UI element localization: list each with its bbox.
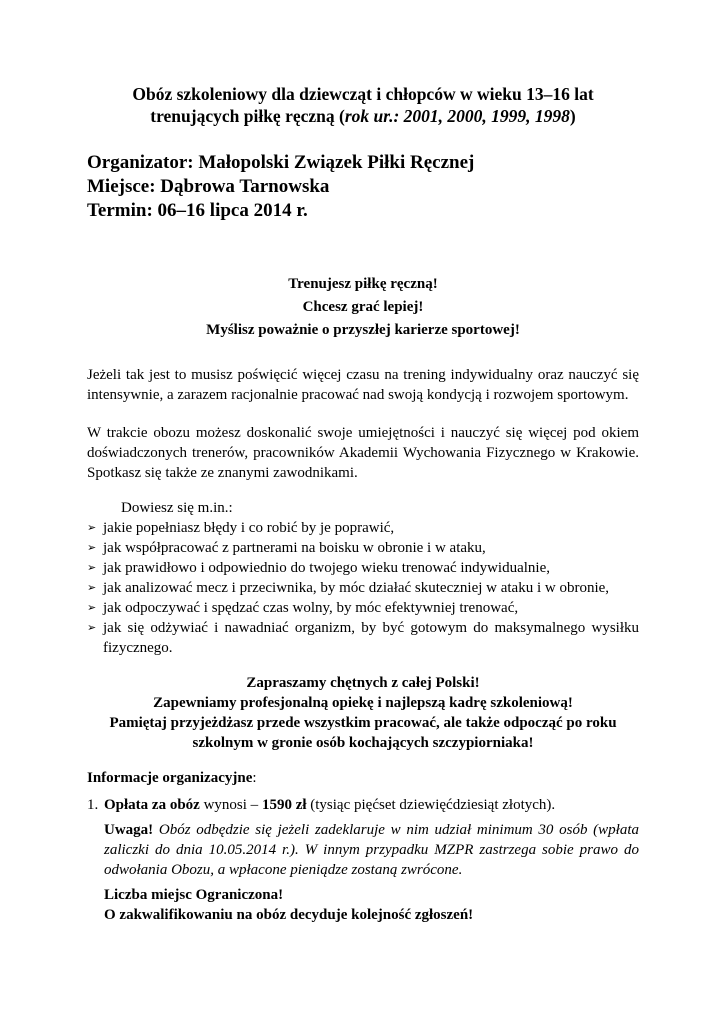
list-item (87, 558, 639, 578)
slogans (87, 273, 639, 342)
info-heading-text: Informacje organizacyjne (87, 770, 253, 786)
arrowhead-bullet-icon: ➢ (87, 521, 97, 534)
organizer: Organizator: Małopolski Związek Piłki Ręcznej (87, 152, 475, 173)
fee-label: Opłata za obóz (104, 797, 200, 813)
list-item-text: jak odpoczywać i spędzać czas wolny, by móc efektywniej trenować, (103, 600, 519, 616)
invite-line-2: Zapewniamy profesjonalną opiekę i najlepszą kadrę szkoleniową! (153, 695, 573, 711)
learn-list (87, 518, 639, 658)
info-heading-colon: : (252, 770, 257, 786)
paragraph-intro: Jeżeli tak jest to musisz poświęcić więcej czasu na trening indywidualny oraz nauczyć się intensywnie, a zarazem racjonalnie pracować nad swoją kondycją i rozwojem sportowym. (87, 367, 639, 403)
arrowhead-bullet-icon: ➢ (87, 581, 97, 594)
list-item-text: jak analizować mecz i przeciwnika, by móc działać skuteczniej w ataku i w obronie, (103, 580, 610, 596)
invite-line-4: szkolnym w gronie osób kochających szczypiorniaka! (192, 735, 534, 751)
list-item (87, 598, 639, 618)
list-item-text: jak prawidłowo i odpowiednio do twojego wieku trenować indywidualnie, (103, 560, 550, 576)
note-text: Obóz odbędzie się jeżeli zadeklaruje w nim udział minimum 30 osób (wpłata zaliczki do dnia 10.05.2014 r.). W innym przypadku MZPR zastrzega sobie prawo do odwołania Obozu, a wpłacone pieniądze zostaną zwrócone. (104, 822, 639, 878)
fee-mid: wynosi – (199, 797, 262, 813)
fee-text (104, 795, 555, 815)
title-line-1: Obóz szkoleniowy dla dziewcząt i chłopców w wieku 13–16 lat (132, 84, 594, 104)
list-item-text: jakie popełniasz błędy i co robić by je poprawić, (103, 520, 395, 536)
limit-line-2: O zakwalifikowaniu na obóz decyduje kolejność zgłoszeń! (104, 907, 474, 923)
title-line-2-end: ) (569, 106, 576, 126)
limits (104, 885, 473, 925)
slogan-1: Trenujesz piłkę ręczną! (288, 276, 438, 292)
title-line-2-start: trenujących piłkę ręczną ( (150, 106, 345, 126)
limit-line-1: Liczba miejsc Ograniczona! (104, 887, 284, 903)
invite-line-1: Zapraszamy chętnych z całej Polski! (246, 675, 480, 691)
list-item-text: jak się odżywiać i nawadniać organizm, by być gotowym do maksymalnego wysiłku fizycznego. (103, 620, 639, 656)
list-item (87, 518, 639, 538)
arrowhead-bullet-icon: ➢ (87, 561, 97, 574)
learn-intro: Dowiesz się m.in.: (121, 500, 233, 516)
birth-years: rok ur.: 2001, 2000, 1999, 1998 (344, 106, 570, 126)
note-label: Uwaga! (104, 822, 154, 838)
item-number: 1. (87, 797, 99, 813)
invitation (87, 673, 639, 753)
invite-line-3: Pamiętaj przyjeżdżasz przede wszystkim pracować, ale także odpocząć po roku (109, 715, 617, 731)
paragraph-camp: W trakcie obozu możesz doskonalić swoje umiejętności i nauczyć się więcej pod okiem doświadczonych trenerów, pracowników Akademii Wychowania Fizycznego w Krakowie. Spotkasz się także ze znanymi zawodnikami. (87, 425, 639, 481)
list-item (87, 578, 639, 598)
date: Termin: 06–16 lipca 2014 r. (87, 200, 308, 221)
list-item (87, 618, 639, 658)
event-details (87, 151, 474, 223)
arrowhead-bullet-icon: ➢ (87, 601, 97, 614)
list-item-text: jak współpracować z partnerami na boisku w obronie i w ataku, (103, 540, 486, 556)
arrowhead-bullet-icon: ➢ (87, 621, 97, 634)
arrowhead-bullet-icon: ➢ (87, 541, 97, 554)
document-title (87, 83, 639, 127)
slogan-2: Chcesz grać lepiej! (302, 299, 424, 315)
fee-amount: 1590 zł (261, 797, 307, 813)
list-item (87, 538, 639, 558)
title-line-2 (87, 105, 639, 127)
warning-note (104, 820, 639, 880)
info-heading (87, 768, 257, 788)
fee-rest: (tysiąc pięćset dziewięćdziesiąt złotych). (306, 797, 556, 813)
slogan-3: Myślisz poważnie o przyszłej karierze sportowej! (206, 322, 520, 338)
place: Miejsce: Dąbrowa Tarnowska (87, 176, 330, 197)
